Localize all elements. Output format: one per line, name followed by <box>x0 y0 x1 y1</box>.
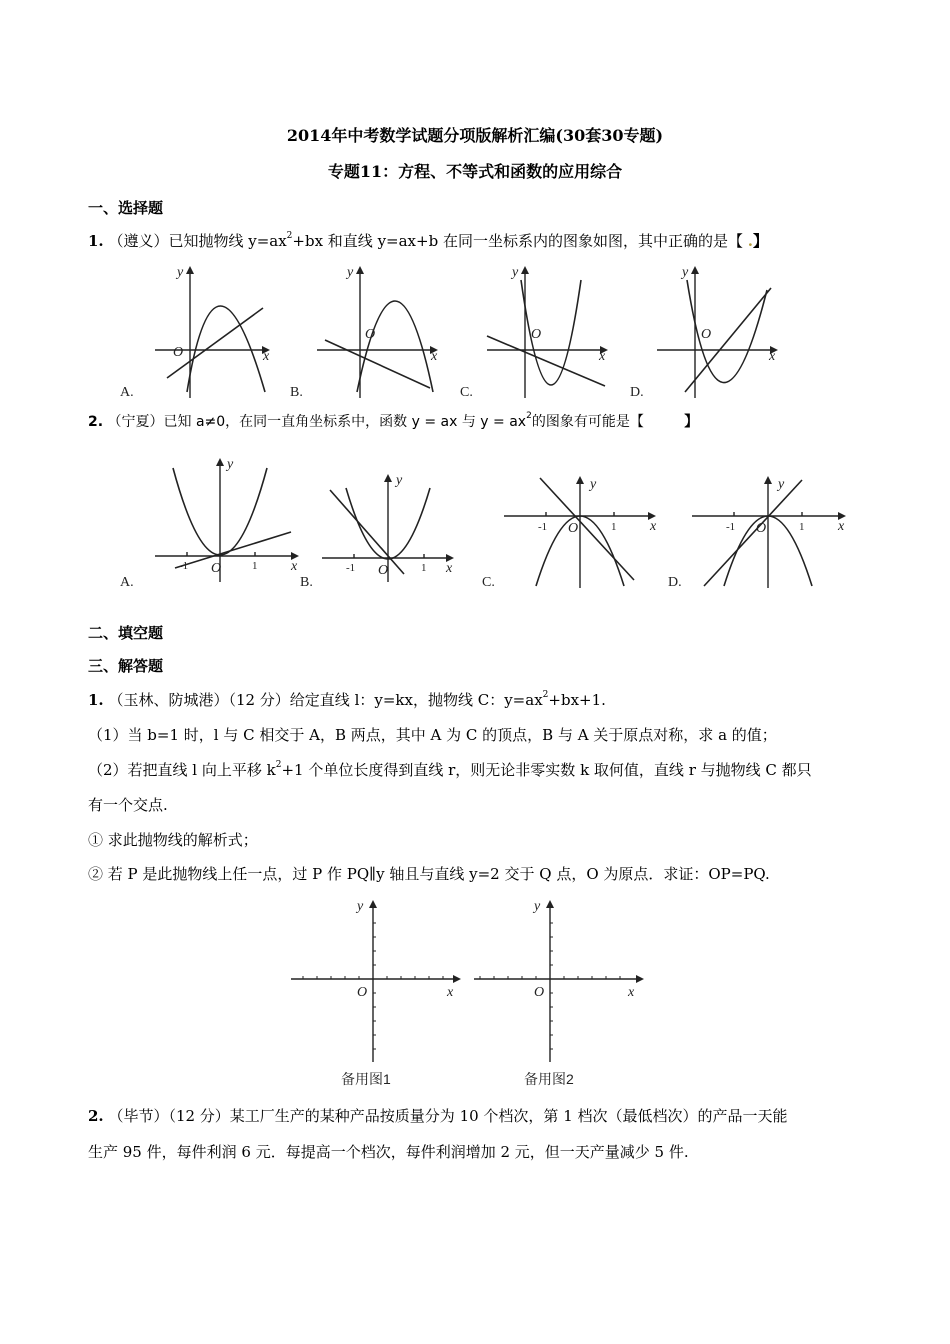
origin-label: O <box>756 521 767 536</box>
solve-q1-part2: （2）若把直线 l 向上平移 $k^2+1$ 个单位长度得到直线 r，则无论非零实数 k 取何值，直线 r 与抛物线 C 都只 <box>88 760 812 779</box>
axis-x-label: x <box>431 349 438 364</box>
axis-y-label: y <box>682 265 689 280</box>
page-title: 2014年中考数学试题分项版解析汇编(30套30专题) <box>286 126 664 145</box>
axis-x-label: x <box>263 349 270 364</box>
axis-y-label: y <box>590 477 597 492</box>
axis-y-label: y <box>396 473 403 488</box>
axis-y-label: y <box>347 265 354 280</box>
tick-neg1: -1 <box>179 560 189 572</box>
q2-graph-c <box>480 470 670 595</box>
axis-x-label: x <box>446 561 453 576</box>
solve-q2-line2: 生产 95 件，每件利润 6 元．每提高一个档次，每件利润增加 2 元，但一天产量减少 5 件. <box>88 1143 689 1161</box>
tick-neg1: -1 <box>726 521 736 533</box>
tick-pos1: 1 <box>421 562 427 574</box>
axis-x-label: x <box>599 349 606 364</box>
origin-label: O <box>534 985 545 1000</box>
origin-label: O <box>357 985 368 1000</box>
section-heading-fill: 二、填空题 <box>88 624 164 642</box>
solve-q1-sub1: ① 求此抛物线的解析式； <box>88 831 258 849</box>
option-b-label: B. <box>290 385 303 400</box>
q1-graph-b <box>285 260 465 400</box>
q1-graph-c <box>455 260 635 400</box>
spare-graph-2 <box>468 892 658 1092</box>
q2-graph-b <box>300 470 470 595</box>
origin-label: O <box>531 327 542 342</box>
origin-label: O <box>173 345 184 360</box>
section-heading-solve: 三、解答题 <box>88 657 164 675</box>
origin-label: O <box>378 563 389 578</box>
solve-q1-intro: 1. （玉林、防城港）（12 分）给定直线 l：y=kx，抛物线 C：$y=ax^2+bx+1$. <box>88 690 606 709</box>
origin-label: O <box>211 561 222 576</box>
spare-graph-1 <box>285 892 475 1092</box>
answer-blank: . <box>747 232 753 250</box>
option-c-label: C. <box>482 575 495 590</box>
tick-pos1: 1 <box>252 560 258 572</box>
option-a-label: A. <box>120 385 134 400</box>
tick-neg1: -1 <box>538 521 548 533</box>
solve-q2-line1: 2. （毕节）（12 分）某工厂生产的某种产品按质量分为 10 个档次，第 1 档次（最低档次）的产品一天能 <box>88 1107 788 1125</box>
axis-y-label: y <box>177 265 184 280</box>
axis-x-label: x <box>769 349 776 364</box>
option-a-label: A. <box>120 575 134 590</box>
axis-y-label: y <box>534 899 541 914</box>
q2-graph-a <box>115 452 315 592</box>
solve-q1-part1: （1）当 b=1 时，l 与 C 相交于 A，B 两点，其中 A 为 C 的顶点，B 与 A 关于原点对称，求 a 的值； <box>88 726 777 744</box>
axis-x-label: x <box>291 559 298 574</box>
axis-y-label: y <box>357 899 364 914</box>
tick-neg1: -1 <box>346 562 356 574</box>
q1-graph-d <box>625 260 805 400</box>
axis-x-label: x <box>838 519 845 534</box>
axis-y-label: y <box>227 457 234 472</box>
solve-q1-part2-cont: 有一个交点. <box>88 796 168 814</box>
origin-label: O <box>568 521 579 536</box>
axis-y-label: y <box>512 265 519 280</box>
tick-pos1: 1 <box>799 521 805 533</box>
axis-x-label: x <box>447 985 454 1000</box>
option-b-label: B. <box>300 575 313 590</box>
option-d-label: D. <box>630 385 644 400</box>
q2-graph-d <box>668 470 858 595</box>
origin-label: O <box>701 327 712 342</box>
spare-graph-2-caption: 备用图2 <box>524 1071 574 1087</box>
axis-y-label: y <box>778 477 785 492</box>
spare-graph-1-caption: 备用图1 <box>341 1071 391 1087</box>
page-subtitle: 专题11：方程、不等式和函数的应用综合 <box>327 162 623 181</box>
option-d-label: D. <box>668 575 682 590</box>
option-c-label: C. <box>460 385 473 400</box>
tick-pos1: 1 <box>611 521 617 533</box>
axis-x-label: x <box>628 985 635 1000</box>
question-1-text: 1. （遵义）已知抛物线 $y=ax^2+bx$ 和直线 y=ax+b 在同一坐标系内的图象如图，其中正确的是【 .】 <box>88 231 768 250</box>
origin-label: O <box>365 327 376 342</box>
question-2-text: 2. （宁夏）已知 a≠0，在同一直角坐标系中，函数 y = ax 与 $y = ax^2$的图象有可能是【 】 <box>88 411 699 430</box>
section-heading-choice: 一、选择题 <box>88 199 164 217</box>
axis-x-label: x <box>650 519 657 534</box>
q1-graph-a <box>115 260 295 400</box>
solve-q1-sub2: ② 若 P 是此抛物线上任一点，过 P 作 PQ∥y 轴且与直线 y=2 交于 Q 点，O 为原点．求证：OP=PQ. <box>88 865 770 883</box>
